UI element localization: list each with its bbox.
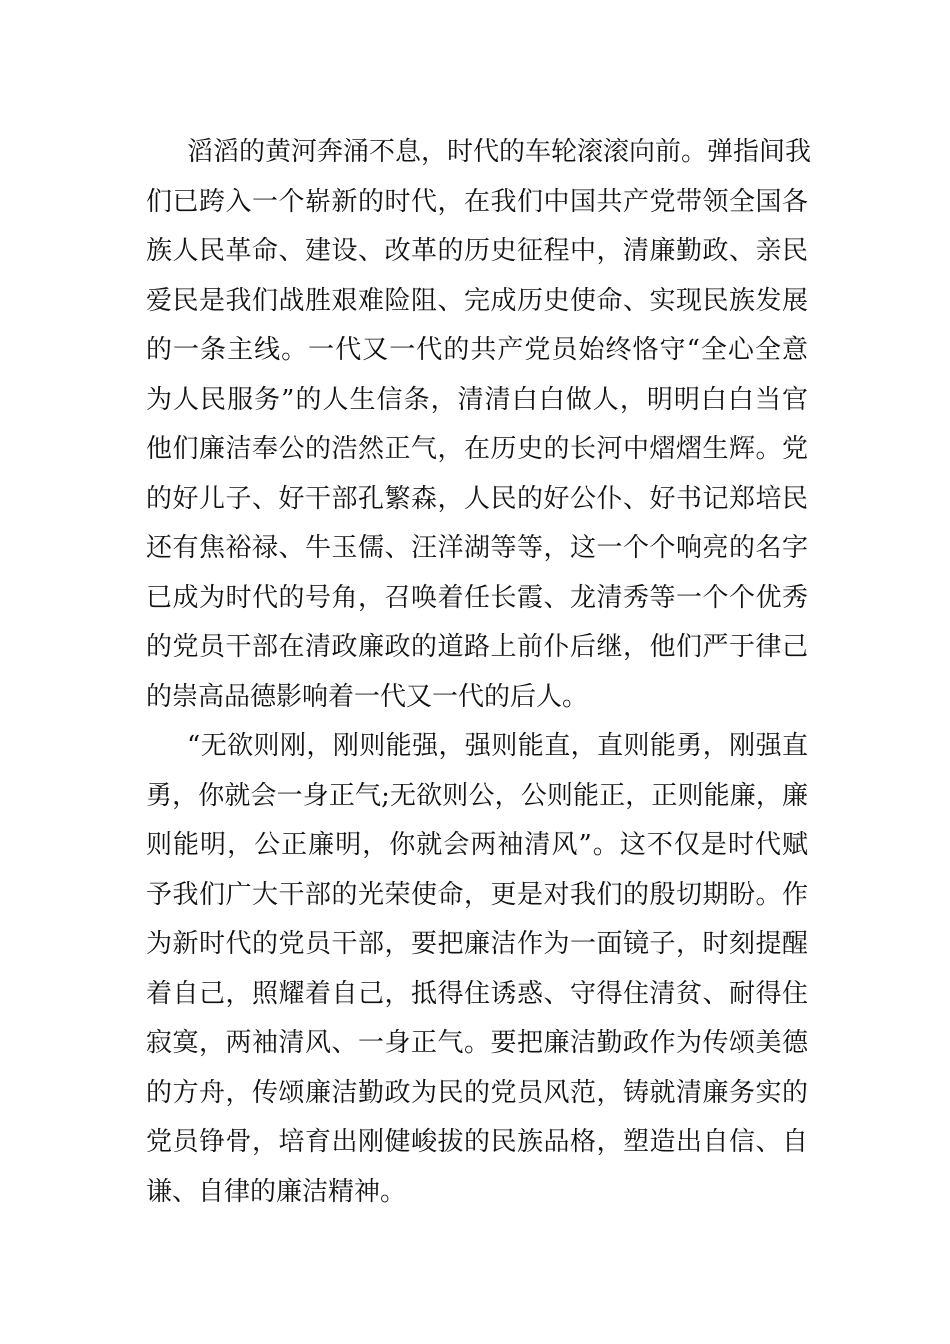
text-line: 滔滔的黄河奔涌不息，时代的车轮滚滚向前。弹指间我	[187, 137, 812, 167]
text-line: 的方舟，传颂廉洁勤政为民的党员风范，铸就清廉务实的	[146, 1077, 808, 1108]
text-line: 还有焦裕禄、牛玉儒、汪洋湖等等，这一个个响亮的名字	[146, 533, 808, 563]
text-line: 族人民革命、建设、改革的历史征程中，清廉勤政、亲民	[146, 236, 808, 266]
text-line: 已成为时代的号角，召唤着任长霞、龙清秀等一个个优秀	[146, 582, 808, 613]
text-line: 的一条主线。一代又一代的共产党员始终恪守“全心全意	[146, 335, 808, 365]
paragraph-2	[146, 722, 808, 1217]
text-line: 为人民服务”的人生信条，清清白白做人，明明白白当官	[146, 384, 808, 415]
text-line: 谦、自律的廉洁精神。	[146, 1176, 407, 1207]
text-line: 的崇高品德影响着一代又一代的后人。	[146, 681, 589, 712]
document-body	[146, 128, 812, 1217]
text-line: 着自己，照耀着自己，抵得住诱惑、守得住清贫、耐得住	[146, 978, 808, 1009]
text-line: 寂寞，两袖清风、一身正气。要把廉洁勤政作为传颂美德	[146, 1028, 808, 1058]
text-line: 他们廉洁奉公的浩然正气，在历史的长河中熠熠生辉。党	[146, 434, 808, 464]
text-line: 党员铮骨，培育出刚健峻拔的民族品格，塑造出自信、自	[146, 1127, 808, 1157]
text-line: 则能明，公正廉明，你就会两袖清风”。这不仅是时代赋	[146, 830, 808, 860]
text-line: 们已跨入一个崭新的时代，在我们中国共产党带领全国各	[146, 186, 808, 217]
text-line: 爱民是我们战胜艰难险阻、完成历史使命、实现民族发展	[146, 285, 808, 316]
paragraph-1	[146, 128, 812, 722]
text-line: 的党员干部在清政廉政的道路上前仆后继，他们严于律己	[146, 632, 808, 662]
text-line: 为新时代的党员干部，要把廉洁作为一面镜子，时刻提醒	[146, 929, 808, 959]
text-line: “无欲则刚，刚则能强，强则能直，直则能勇，刚强直	[187, 731, 808, 761]
text-line: 予我们广大干部的光荣使命，更是对我们的殷切期盼。作	[146, 879, 808, 910]
text-line: 的好儿子、好干部孔繁森，人民的好公仆、好书记郑培民	[146, 483, 808, 514]
text-line: 勇，你就会一身正气;无欲则公，公则能正，正则能廉，廉	[146, 780, 808, 811]
